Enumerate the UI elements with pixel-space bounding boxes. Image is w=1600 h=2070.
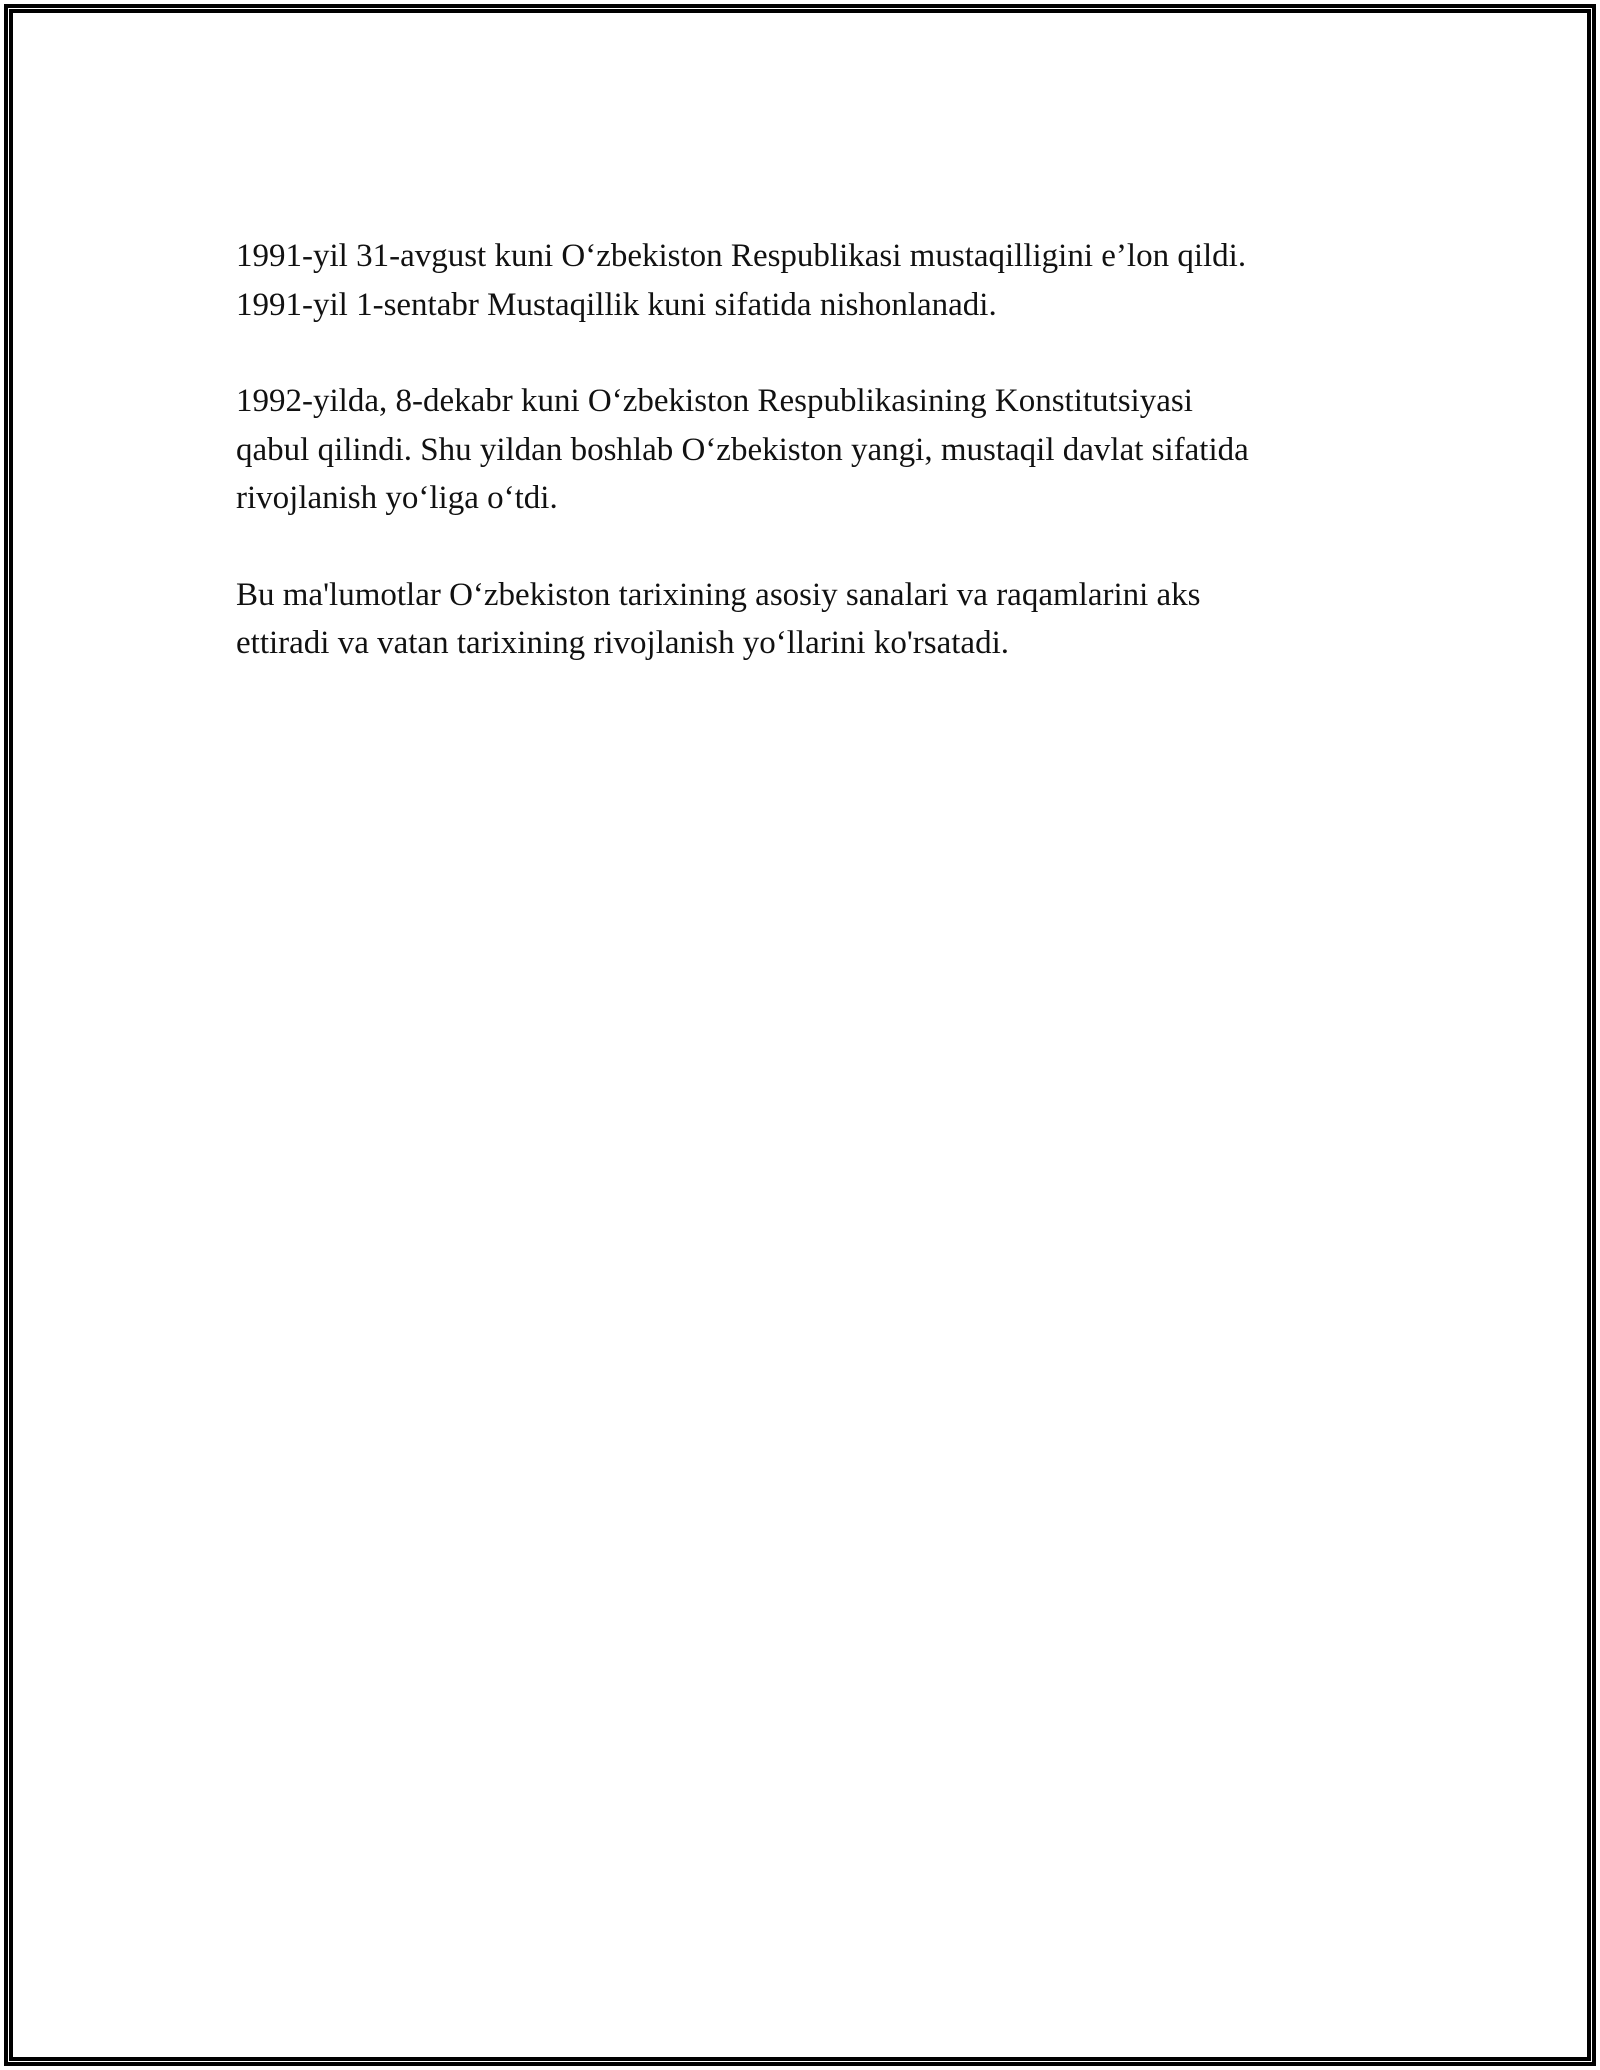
text-line: 1992-yilda, 8-dekabr kuni O‘zbekiston Respublikasining Konstitutsiyasi xyxy=(236,383,1193,419)
text-line: 1991-yil 1-sentabr Mustaqillik kuni sifatida nishonlanadi. xyxy=(236,286,997,323)
text-line: qabul qilindi. Shu yildan boshlab O‘zbekiston yangi, mustaqil davlat sifatida xyxy=(236,431,1249,468)
paragraph-summary xyxy=(236,571,1396,668)
text-line: 1991-yil 31-avgust kuni O‘zbekiston Respublikasi mustaqilligini e’lon qildi. xyxy=(236,238,1247,274)
text-line: ettiradi va vatan tarixining rivojlanish yo‘llarini ko'rsatadi. xyxy=(236,625,1009,661)
text-line: rivojlanish yo‘liga o‘tdi. xyxy=(236,480,558,516)
paragraph-constitution xyxy=(236,377,1396,523)
text-line: Bu ma'lumotlar O‘zbekiston tarixining asosiy sanalari va raqamlarini aks xyxy=(236,576,1201,613)
document-body xyxy=(236,232,1396,716)
paragraph-independence xyxy=(236,232,1396,329)
